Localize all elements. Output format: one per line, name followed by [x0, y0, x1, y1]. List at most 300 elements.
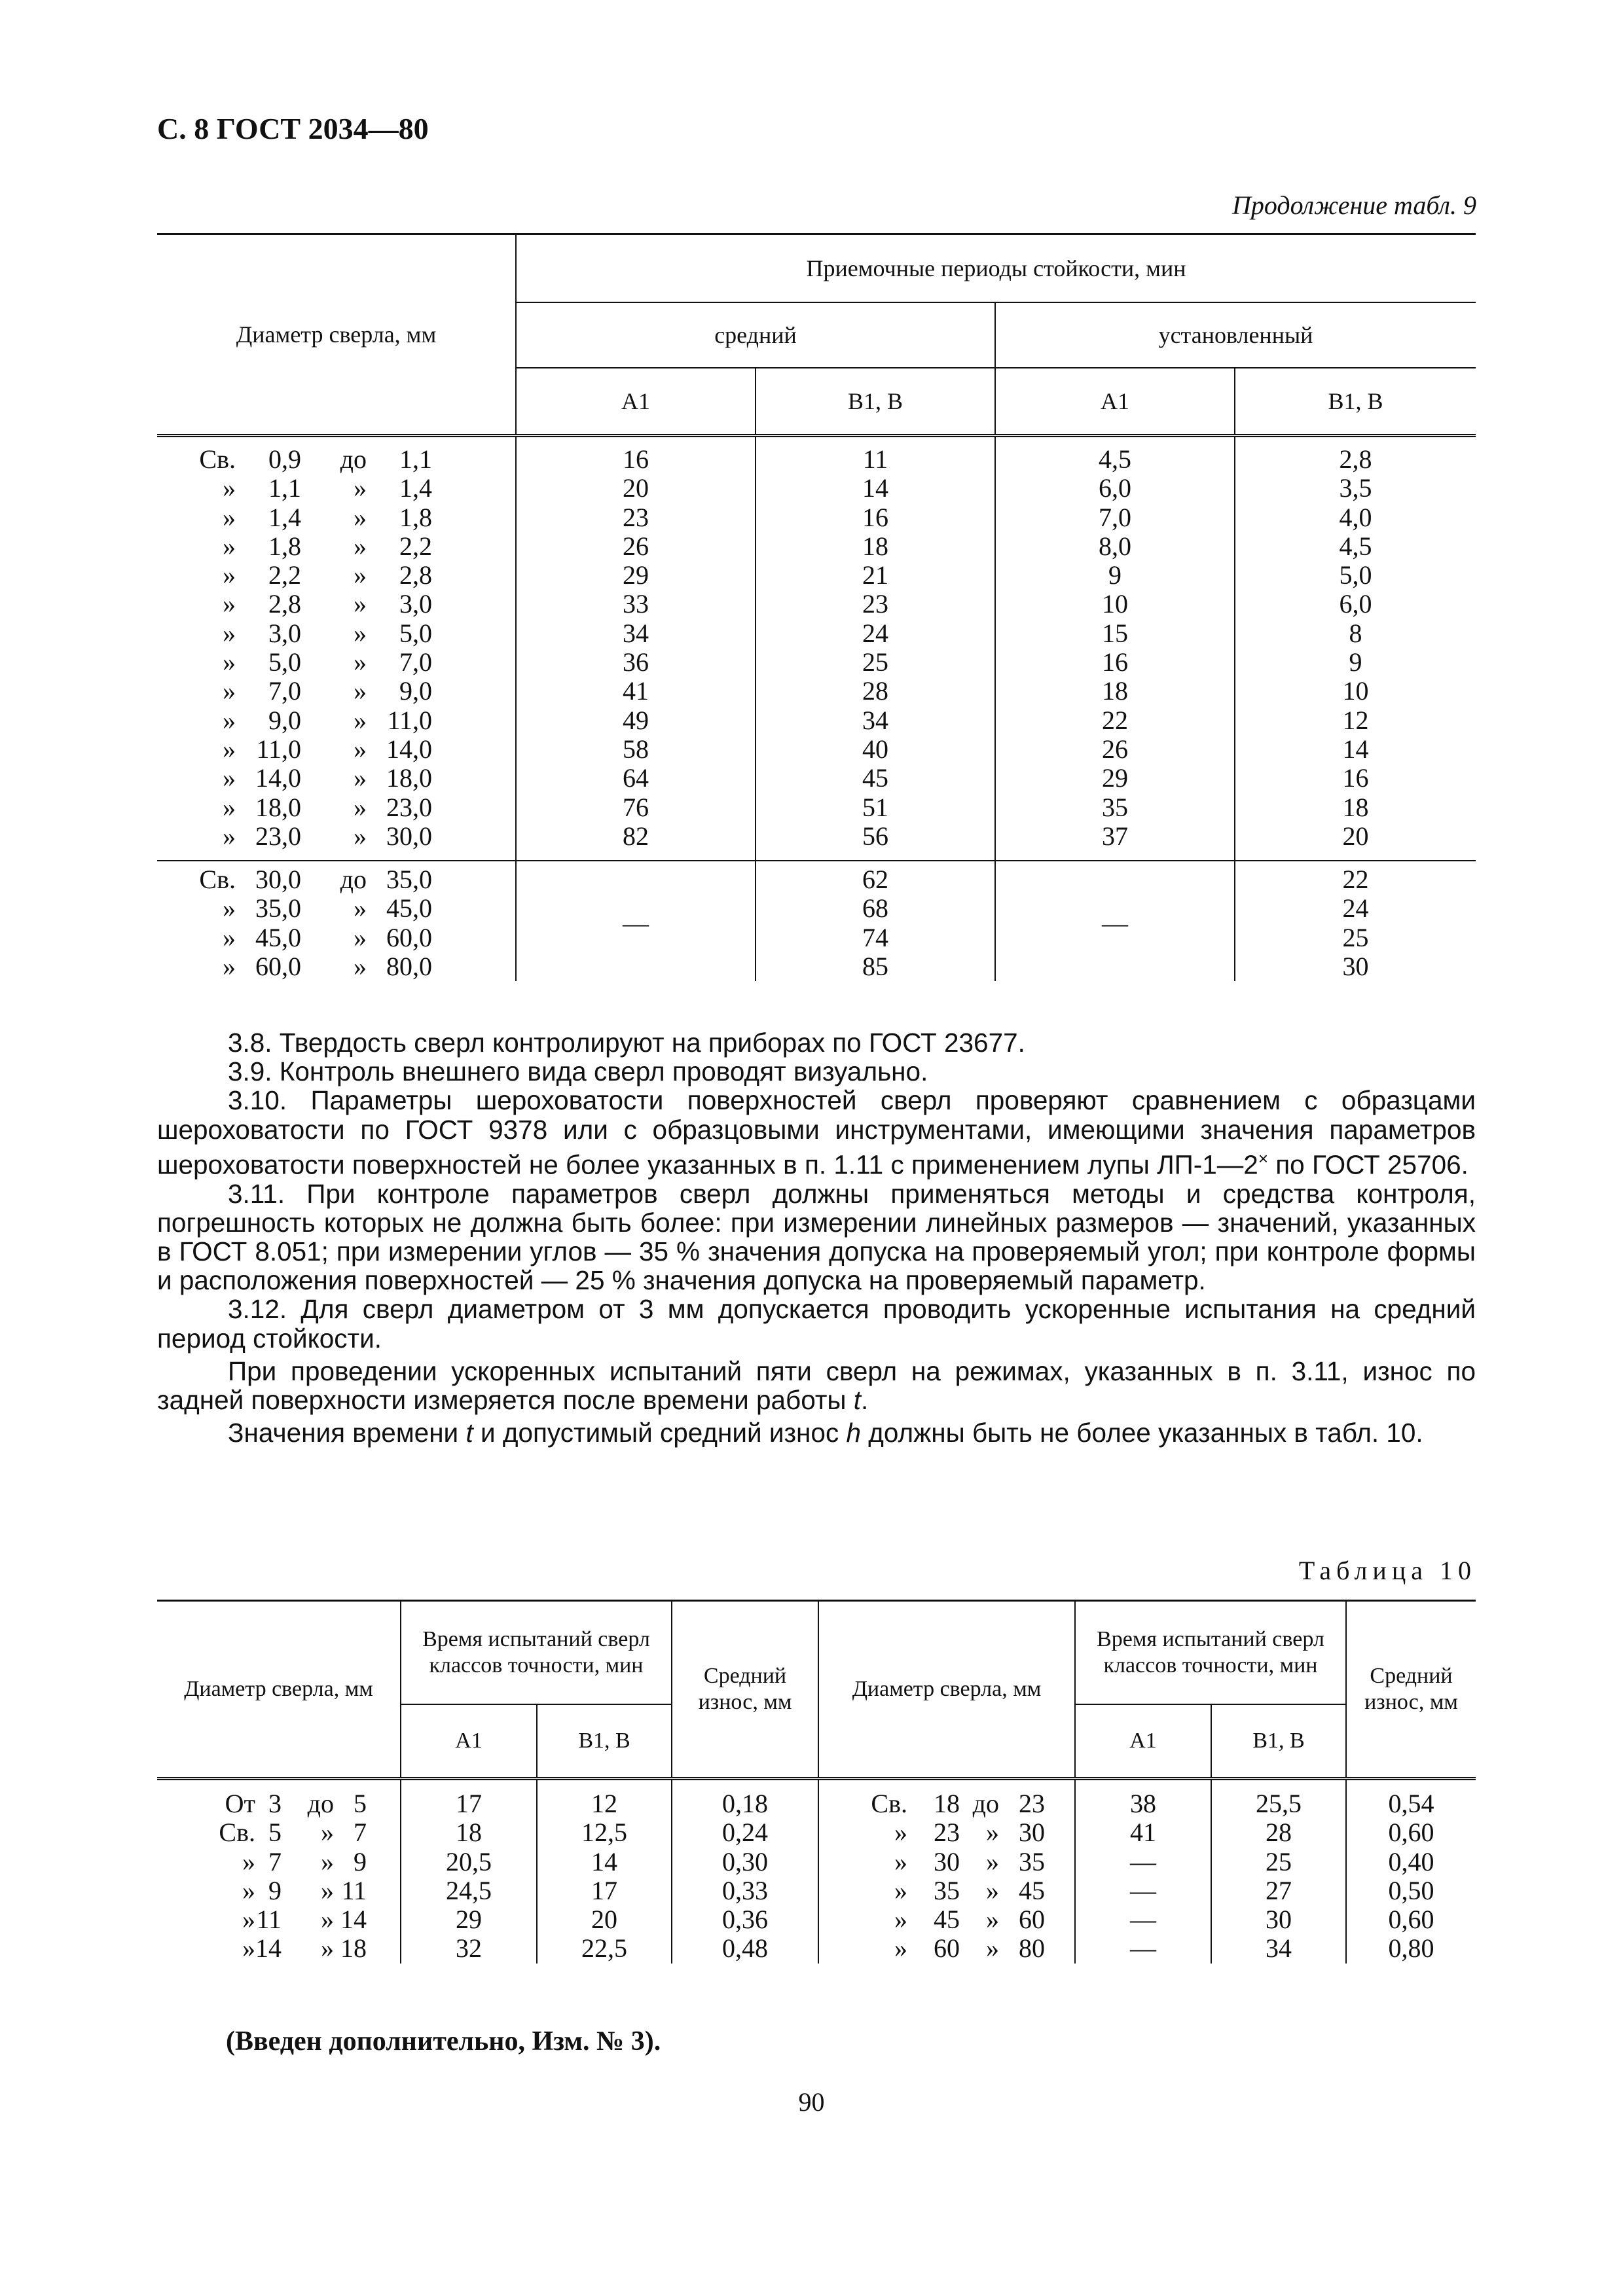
t9-cell-mean-b: 23: [862, 589, 888, 619]
diameter-from: 2,2: [268, 560, 301, 590]
diameter-pref: »: [894, 1933, 907, 1964]
diameter-from: 11,0: [256, 734, 301, 764]
diameter-range: [157, 474, 515, 503]
t9-g1-set-a1-col: [995, 436, 1235, 861]
diameter-from: 45,0: [255, 922, 301, 952]
diameter-pref: »: [242, 1875, 255, 1905]
diameter-range: [157, 1789, 400, 1818]
t9-cell-mean-b: 40: [862, 734, 888, 764]
diameter-from: 3: [268, 1789, 282, 1818]
diameter-mid: до: [340, 865, 367, 895]
t9-g2-sb-list: [1235, 865, 1476, 981]
diameter-to: 30: [1019, 1818, 1045, 1848]
t9-g1-ma1-list: [517, 445, 755, 851]
para-accel-text: При проведении ускоренных испытаний пяти сверл на режимах, указанных в п. 3.11, износ по задней поверхности измеряется после времени работы: [157, 1355, 1476, 1415]
t10-cell-a1: 41: [1130, 1818, 1156, 1848]
diameter-range: [157, 706, 515, 735]
t9-cell-set-b: 3,5: [1339, 473, 1372, 503]
t9-cell-mean-a1: 76: [623, 792, 649, 822]
t9-g2-diameter-col: [157, 861, 516, 981]
diameter-from: 18,0: [255, 792, 301, 822]
diameter-pref: »: [223, 952, 236, 982]
diameter-mid: до: [972, 1789, 999, 1818]
t9-head-mean-b: В1, В: [756, 368, 995, 436]
diameter-pref: »: [223, 922, 236, 952]
t10-left-b-col: [537, 1779, 672, 1964]
t9-g2-diam-list: [157, 865, 515, 981]
diameter-mid: »: [354, 502, 367, 532]
diameter-mid: »: [354, 821, 367, 851]
t10-cell-wear: 0,60: [1388, 1818, 1434, 1848]
diameter-range: [157, 1934, 400, 1963]
diameter-from: 9: [268, 1875, 282, 1905]
t9-cell-set-a1: 6,0: [1099, 473, 1131, 503]
t10-cell-b: 17: [591, 1875, 617, 1905]
t10-cell-b: 30: [1266, 1905, 1292, 1935]
t9-cell-set-a1: 7,0: [1099, 502, 1131, 532]
t9-cell-mean-a1: 23: [623, 502, 649, 532]
t9-cell-mean-a1: 34: [623, 618, 649, 648]
diameter-range: [157, 735, 515, 764]
diameter-pref: »: [223, 705, 236, 735]
para-accel-end: .: [861, 1384, 869, 1415]
t10-head-diameter-left: Диаметр сверла, мм: [157, 1601, 401, 1779]
t9-cell-set-b: 30: [1342, 952, 1369, 982]
diameter-from: 35: [934, 1875, 960, 1905]
diameter-from: 1,1: [268, 473, 301, 503]
t9-cell-set-b: 8: [1349, 618, 1362, 648]
diameter-range: [157, 924, 515, 952]
t10-cell-b: 28: [1266, 1818, 1292, 1848]
diameter-pref: Св.: [871, 1789, 907, 1818]
t9-cell-mean-b: 24: [862, 618, 888, 648]
t9-cell-set-a1: 8,0: [1099, 531, 1131, 561]
diameter-pref: Св.: [219, 1818, 255, 1848]
t10-cell-b: 34: [1266, 1933, 1292, 1964]
diameter-to: 1,8: [399, 502, 432, 532]
t9-g2-mean-a1-dash: —: [516, 861, 756, 981]
diameter-pref: »: [894, 1818, 907, 1848]
t10-right-b-list: [1212, 1789, 1345, 1964]
t10-right-wear-col: [1346, 1779, 1476, 1964]
t10-left-wear-list: [672, 1789, 818, 1964]
diameter-pref: »: [242, 1846, 255, 1876]
t9-cell-mean-b: 56: [862, 821, 888, 851]
t9-cell-set-b: 24: [1342, 893, 1369, 924]
t9-cell-set-a1: 29: [1102, 763, 1128, 793]
diameter-from: 1,4: [268, 502, 301, 532]
t9-head-set: установленный: [995, 302, 1476, 368]
t9-g1-mb-list: [756, 445, 994, 851]
diameter-to: 18,0: [386, 763, 432, 793]
t9-cell-mean-b: 25: [862, 647, 888, 677]
diameter-range: [157, 445, 515, 474]
t9-g2-set-b-col: [1235, 861, 1476, 981]
t9-cell-mean-b: 21: [862, 560, 888, 590]
diameter-pref: »: [242, 1933, 255, 1964]
diameter-pref: »: [223, 589, 236, 619]
diameter-mid: »: [986, 1933, 999, 1964]
diameter-from: 7,0: [268, 676, 301, 706]
t10-head-diameter-right: Диаметр сверла, мм: [818, 1601, 1075, 1779]
diameter-mid: »: [354, 473, 367, 503]
t10-cell-a1: 32: [456, 1933, 482, 1964]
t10-cell-a1: —: [1130, 1875, 1156, 1905]
para-values-b: и допустимый средний износ: [473, 1418, 847, 1448]
diameter-from: 11: [256, 1905, 282, 1935]
diameter-range: [157, 1848, 400, 1876]
diameter-mid: »: [986, 1846, 999, 1876]
diameter-pref: От: [225, 1789, 255, 1818]
diameter-mid: »: [354, 705, 367, 735]
t9-g2-mean-b-col: [756, 861, 995, 981]
diameter-from: 60: [934, 1933, 960, 1964]
t10-cell-wear: 0,48: [722, 1933, 768, 1964]
t10-head-time-left: Время испытаний сверл классов точности, мин: [401, 1601, 672, 1705]
diameter-range: [157, 1818, 400, 1847]
t10-cell-wear: 0,36: [722, 1905, 768, 1935]
diameter-to: 45: [1019, 1875, 1045, 1905]
diameter-pref: »: [894, 1846, 907, 1876]
t9-cell-set-b: 2,8: [1339, 444, 1372, 474]
t9-cell-mean-b: 74: [862, 922, 888, 952]
t9-cell-set-a1: 15: [1102, 618, 1128, 648]
diameter-pref: »: [223, 763, 236, 793]
t10-cell-b: 12: [591, 1789, 617, 1818]
diameter-pref: »: [223, 676, 236, 706]
t10-right-diam-list: [819, 1789, 1074, 1964]
diameter-to: 18: [340, 1933, 367, 1964]
t9-cell-mean-b: 51: [862, 792, 888, 822]
t9-cell-set-a1: 26: [1102, 734, 1128, 764]
t9-g1-sb-list: [1235, 445, 1476, 851]
t10-cell-a1: —: [1130, 1905, 1156, 1935]
t9-cell-mean-b: 85: [862, 952, 888, 982]
diameter-pref: »: [223, 502, 236, 532]
diameter-mid: »: [354, 647, 367, 677]
t10-cell-a1: 29: [456, 1905, 482, 1935]
diameter-range: [157, 793, 515, 822]
t10-cell-a1: 20,5: [446, 1846, 492, 1876]
t10-cell-b: 27: [1266, 1875, 1292, 1905]
diameter-range: [157, 952, 515, 981]
t9-cell-mean-a1: 33: [623, 589, 649, 619]
diameter-mid: »: [354, 792, 367, 822]
t9-cell-mean-a1: 64: [623, 763, 649, 793]
t10-head-wear-right: Средний износ, мм: [1346, 1601, 1476, 1779]
t10-cell-wear: 0,54: [1388, 1789, 1434, 1818]
diameter-range: [157, 894, 515, 923]
page-header: С. 8 ГОСТ 2034—80: [157, 112, 429, 145]
diameter-mid: »: [354, 734, 367, 764]
diameter-range: [819, 1876, 1074, 1905]
t10-cell-wear: 0,24: [722, 1818, 768, 1848]
t9-cell-set-b: 18: [1342, 792, 1369, 822]
diameter-pref: »: [223, 821, 236, 851]
diameter-to: 23: [1019, 1789, 1045, 1818]
t9-cell-set-a1: 35: [1102, 792, 1128, 822]
diameter-range: [157, 1905, 400, 1934]
t9-cell-set-b: 9: [1349, 647, 1362, 677]
t9-head-mean-a1: А1: [516, 368, 756, 436]
diameter-mid: »: [354, 676, 367, 706]
diameter-range: [157, 1876, 400, 1905]
t9-cell-set-b: 10: [1342, 676, 1369, 706]
diameter-mid: »: [354, 922, 367, 952]
diameter-range: [819, 1905, 1074, 1934]
t10-head-a1-left: А1: [401, 1704, 537, 1779]
para-accel-t: t: [853, 1384, 862, 1415]
t10-cell-wear: 0,50: [1388, 1875, 1434, 1905]
diameter-mid: »: [321, 1818, 334, 1848]
diameter-from: 23: [934, 1818, 960, 1848]
diameter-range: [157, 503, 515, 532]
t9-cell-set-b: 16: [1342, 763, 1369, 793]
diameter-from: 3,0: [268, 618, 301, 648]
t10-left-a1-col: [401, 1779, 537, 1964]
diameter-pref: »: [223, 792, 236, 822]
t9-cell-mean-b: 28: [862, 676, 888, 706]
diameter-to: 80: [1019, 1933, 1045, 1964]
diameter-range: [157, 619, 515, 648]
table10-caption: Таблица 10: [1298, 1556, 1476, 1585]
t10-cell-a1: —: [1130, 1933, 1156, 1964]
t10-cell-wear: 0,18: [722, 1789, 768, 1818]
t10-cell-wear: 0,80: [1388, 1933, 1434, 1964]
diameter-to: 1,4: [399, 473, 432, 503]
diameter-to: 5: [354, 1789, 367, 1818]
diameter-mid: »: [354, 618, 367, 648]
diameter-range: [819, 1818, 1074, 1847]
diameter-range: [819, 1934, 1074, 1963]
diameter-to: 9,0: [399, 676, 432, 706]
t9-cell-mean-b: 62: [862, 865, 888, 895]
diameter-pref: »: [242, 1905, 255, 1935]
diameter-pref: »: [223, 560, 236, 590]
para-3-9: 3.9. Контроль внешнего вида сверл проводят визуально.: [228, 1056, 928, 1087]
t9-g2-mb-list: [756, 865, 994, 981]
diameter-to: 60: [1019, 1905, 1045, 1935]
diameter-pref: Св.: [199, 444, 236, 474]
body-text: [157, 1028, 1476, 1447]
table9: [157, 233, 1476, 981]
diameter-to: 9: [354, 1846, 367, 1876]
diameter-range: [157, 590, 515, 619]
diameter-mid: »: [986, 1818, 999, 1848]
diameter-mid: »: [986, 1875, 999, 1905]
para-values-h: h: [846, 1418, 861, 1448]
t9-cell-mean-a1: 16: [623, 444, 649, 474]
t9-cell-set-a1: 9: [1108, 560, 1122, 590]
t9-g1-mean-a1-col: [516, 436, 756, 861]
diameter-mid: »: [321, 1933, 334, 1964]
diameter-to: 35,0: [386, 865, 432, 895]
para-values: [157, 1418, 1476, 1447]
diameter-range: [819, 1848, 1074, 1876]
diameter-from: 2,8: [268, 589, 301, 619]
diameter-mid: до: [307, 1789, 334, 1818]
t9-cell-mean-b: 18: [862, 531, 888, 561]
t10-head-b-left: В1, В: [537, 1704, 672, 1779]
t10-cell-b: 14: [591, 1846, 617, 1876]
t9-head-mean: средний: [516, 302, 995, 368]
t9-cell-set-b: 4,0: [1339, 502, 1372, 532]
t10-cell-a1: 24,5: [446, 1875, 492, 1905]
diameter-mid: »: [321, 1875, 334, 1905]
t10-right-diameter-col: [818, 1779, 1075, 1964]
diameter-from: 18: [934, 1789, 960, 1818]
diameter-to: 23,0: [386, 792, 432, 822]
para-values-t: t: [465, 1418, 473, 1448]
t9-cell-set-a1: 16: [1102, 647, 1128, 677]
diameter-range: [157, 865, 515, 894]
t10-cell-a1: 17: [456, 1789, 482, 1818]
diameter-to: 11: [341, 1875, 367, 1905]
diameter-range: [157, 822, 515, 851]
t9-cell-set-b: 22: [1342, 865, 1369, 895]
diameter-mid: »: [986, 1905, 999, 1935]
t10-cell-b: 22,5: [581, 1933, 627, 1964]
t9-cell-mean-b: 14: [862, 473, 888, 503]
t10-cell-a1: 18: [456, 1818, 482, 1848]
diameter-from: 0,9: [268, 444, 301, 474]
t10-head-wear-left: Средний износ, мм: [672, 1601, 818, 1779]
t9-g1-diameter-col: [157, 436, 516, 861]
amendment-note: (Введен дополнительно, Изм. № 3).: [226, 2026, 661, 2056]
t9-cell-mean-a1: 49: [623, 705, 649, 735]
diameter-pref: Св.: [199, 865, 236, 895]
diameter-from: 45: [934, 1905, 960, 1935]
t10-cell-wear: 0,33: [722, 1875, 768, 1905]
t9-cell-set-b: 4,5: [1339, 531, 1372, 561]
diameter-to: 45,0: [386, 893, 432, 924]
t9-cell-set-b: 5,0: [1339, 560, 1372, 590]
diameter-mid: »: [321, 1846, 334, 1876]
t9-head-set-a1: А1: [995, 368, 1235, 436]
t10-cell-a1: —: [1130, 1846, 1156, 1876]
diameter-to: 14: [340, 1905, 367, 1935]
t10-cell-b: 25: [1266, 1846, 1292, 1876]
t10-right-a1-list: [1076, 1789, 1211, 1964]
t9-cell-mean-a1: 82: [623, 821, 649, 851]
t9-cell-set-b: 12: [1342, 705, 1369, 735]
diameter-pref: »: [894, 1875, 907, 1905]
t10-right-b-col: [1211, 1779, 1346, 1964]
diameter-to: 2,2: [399, 531, 432, 561]
diameter-mid: »: [354, 560, 367, 590]
para-3-10-sup: ×: [1258, 1148, 1268, 1168]
t9-g1-mean-b-col: [756, 436, 995, 861]
diameter-mid: до: [340, 444, 367, 474]
diameter-mid: »: [354, 763, 367, 793]
diameter-pref: »: [223, 647, 236, 677]
diameter-to: 7: [354, 1818, 367, 1848]
diameter-to: 11,0: [387, 705, 432, 735]
t10-cell-wear: 0,60: [1388, 1905, 1434, 1935]
t9-head-periods: Приемочные периоды стойкости, мин: [516, 234, 1476, 303]
diameter-from: 23,0: [255, 821, 301, 851]
t9-cell-mean-b: 45: [862, 763, 888, 793]
diameter-from: 5: [268, 1818, 282, 1848]
t10-right-a1-col: [1075, 1779, 1211, 1964]
t9-g2-set-a1-dash: —: [995, 861, 1235, 981]
para-3-10-text: 3.10. Параметры шероховатости поверхностей сверл проверяют сравнением с образцами шероховатости по ГОСТ 9378 или с образцовыми инструментами, имеющими значения параметров шероховатости поверхностей не более указанных в п. 1.11 с применением лупы ЛП-1—2: [157, 1085, 1476, 1180]
diameter-mid: »: [321, 1905, 334, 1935]
para-values-c: должны быть не более указанных в табл. 10.: [860, 1418, 1423, 1448]
t9-cell-mean-a1: 20: [623, 473, 649, 503]
diameter-from: 7: [268, 1846, 282, 1876]
diameter-to: 7,0: [399, 647, 432, 677]
diameter-to: 60,0: [386, 922, 432, 952]
diameter-from: 60,0: [255, 952, 301, 982]
t9-cell-set-b: 20: [1342, 821, 1369, 851]
diameter-to: 80,0: [386, 952, 432, 982]
t10-cell-wear: 0,30: [722, 1846, 768, 1876]
t9-g1-set-b-col: [1235, 436, 1476, 861]
diameter-from: 14: [255, 1933, 282, 1964]
t10-left-b-list: [538, 1789, 671, 1964]
t10-head-a1-right: А1: [1075, 1704, 1211, 1779]
t10-left-a1-list: [401, 1789, 536, 1964]
diameter-pref: »: [223, 893, 236, 924]
diameter-mid: »: [354, 952, 367, 982]
para-3-11: 3.11. При контроле параметров сверл должны применяться методы и средства контроля, погрешность которых не должна быть более: при измерении линейных размеров — значений, указанных в ГОСТ 8.051; при измерении углов — 35 % значения допуска на проверяемый угол; при контроле формы и расположения поверхностей — 25 % значения допуска на проверяемый параметр.: [157, 1178, 1476, 1296]
diameter-to: 3,0: [399, 589, 432, 619]
diameter-from: 30: [934, 1846, 960, 1876]
diameter-range: [157, 648, 515, 677]
diameter-pref: »: [894, 1905, 907, 1935]
diameter-to: 14,0: [386, 734, 432, 764]
diameter-pref: »: [223, 618, 236, 648]
t9-cell-mean-b: 34: [862, 705, 888, 735]
t10-right-wear-list: [1347, 1789, 1476, 1964]
diameter-pref: »: [223, 473, 236, 503]
t10-cell-a1: 38: [1130, 1789, 1156, 1818]
t10-head-b-right: В1, В: [1211, 1704, 1346, 1779]
diameter-mid: »: [354, 589, 367, 619]
para-3-10: [157, 1086, 1476, 1179]
t10-cell-b: 20: [591, 1905, 617, 1935]
diameter-from: 14,0: [255, 763, 301, 793]
t9-cell-mean-a1: 41: [623, 676, 649, 706]
t10-cell-b: 12,5: [581, 1818, 627, 1848]
t9-g1-sa1-list: [996, 445, 1234, 851]
t9-cell-set-a1: 4,5: [1099, 444, 1131, 474]
t9-head-set-b: В1, В: [1235, 368, 1476, 436]
t10-left-diameter-col: [157, 1779, 401, 1964]
t9-cell-mean-a1: 26: [623, 531, 649, 561]
diameter-pref: »: [223, 734, 236, 764]
para-3-12: 3.12. Для сверл диаметром от 3 мм допускается проводить ускоренные испытания на средний период стойкости.: [157, 1294, 1476, 1354]
table10: [157, 1600, 1476, 1964]
diameter-to: 2,8: [399, 560, 432, 590]
diameter-to: 1,1: [399, 444, 432, 474]
t9-head-diameter: Диаметр сверла, мм: [157, 234, 516, 436]
diameter-from: 30,0: [255, 865, 301, 895]
table9-caption: Продолжение табл. 9: [1231, 190, 1476, 220]
t9-cell-mean-a1: 36: [623, 647, 649, 677]
diameter-from: 5,0: [268, 647, 301, 677]
t9-cell-set-a1: 18: [1102, 676, 1128, 706]
t9-cell-set-a1: 22: [1102, 705, 1128, 735]
diameter-to: 35: [1019, 1846, 1045, 1876]
t9-g1-diam-list: [157, 445, 515, 851]
t9-cell-set-b: 14: [1342, 734, 1369, 764]
t9-cell-set-b: 25: [1342, 922, 1369, 952]
t9-cell-set-a1: 10: [1102, 589, 1128, 619]
diameter-from: 9,0: [268, 705, 301, 735]
diameter-range: [819, 1789, 1074, 1818]
